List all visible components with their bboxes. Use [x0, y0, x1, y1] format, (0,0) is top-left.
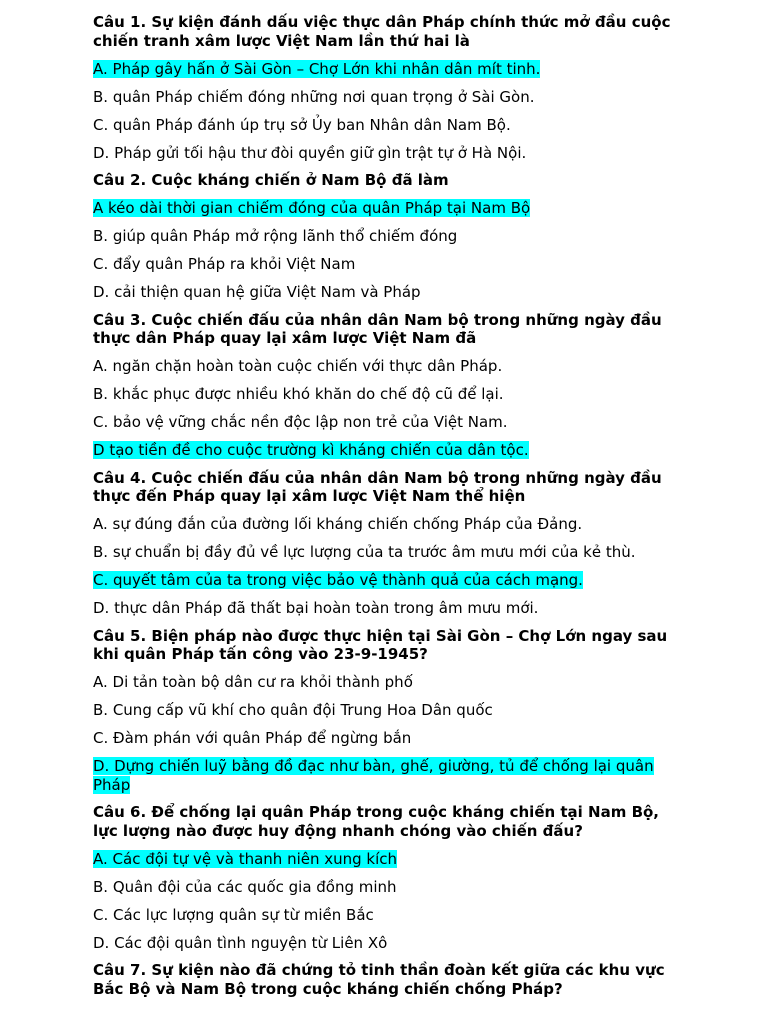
answer-option	[93, 413, 678, 432]
answer-option-text: A kéo dài thời gian chiếm đóng của quân Pháp tại Nam Bộ	[93, 199, 531, 217]
answer-option	[93, 385, 678, 404]
answer-option-text: B. giúp quân Pháp mở rộng lãnh thổ chiếm đóng	[93, 227, 458, 245]
answer-option-text: B. sự chuẩn bị đầy đủ về lực lượng của ta trước âm mưu mới của kẻ thù.	[93, 543, 636, 561]
question-title: Câu 7. Sự kiện nào đã chứng tỏ tinh thần đoàn kết giữa các khu vực Bắc Bộ và Nam Bộ trong cuộc kháng chiến chống Pháp?	[93, 961, 665, 998]
answer-option-text: A. Di tản toàn bộ dân cư ra khỏi thành phố	[93, 673, 413, 691]
answer-option	[93, 673, 678, 692]
answer-option-highlighted	[93, 571, 678, 590]
question-block	[93, 171, 768, 302]
answer-option-text: B. khắc phục được nhiều khó khăn do chế độ cũ để lại.	[93, 385, 504, 403]
answer-option-text: D. Các đội quân tình nguyện từ Liên Xô	[93, 933, 388, 952]
question-block	[93, 469, 768, 618]
answer-option	[93, 599, 678, 618]
question-title: Câu 1. Sự kiện đánh dấu việc thực dân Pháp chính thức mở đầu cuộc chiến tranh xâm lược Việt Nam lần thứ hai là	[93, 13, 671, 50]
answer-option-text: C. Các lực lượng quân sự từ miền Bắc	[93, 905, 374, 924]
question-title: Câu 4. Cuộc chiến đấu của nhân dân Nam bộ trong những ngày đầu thực đến Pháp quay lại xâm lược Việt Nam thể hiện	[93, 468, 662, 505]
question-title: Câu 2. Cuộc kháng chiến ở Nam Bộ đã làm	[93, 171, 449, 189]
answer-option-text: D. cải thiện quan hệ giữa Việt Nam và Pháp	[93, 283, 421, 301]
answer-option	[93, 144, 678, 163]
answer-option	[93, 116, 678, 135]
answer-option-text: C. bảo vệ vững chắc nền độc lập non trẻ của Việt Nam.	[93, 413, 508, 431]
question-block	[93, 311, 768, 460]
answer-option	[93, 88, 678, 107]
answer-option-text: C. Đàm phán với quân Pháp để ngừng bắn	[93, 729, 412, 747]
answer-option	[93, 878, 678, 897]
answer-option-highlighted	[93, 441, 678, 460]
answer-option-text: A. ngăn chặn hoàn toàn cuộc chiến với thực dân Pháp.	[93, 357, 503, 375]
question-title: Câu 6. Để chống lại quân Pháp trong cuộc kháng chiến tại Nam Bộ, lực lượng nào được huy động nhanh chóng vào chiến đấu?	[93, 803, 660, 840]
answer-option-text: B. Quân đội của các quốc gia đồng minh	[93, 877, 397, 896]
answer-option-text: A. Các đội tự vệ và thanh niên xung kích	[93, 849, 398, 868]
answer-option-highlighted	[93, 757, 678, 794]
answer-option-text: D. Dựng chiến luỹ bằng đồ đạc như bàn, ghế, giường, tủ để chống lại quân Pháp	[93, 757, 654, 794]
answer-option-text: D. Pháp gửi tối hậu thư đòi quyền giữ gìn trật tự ở Hà Nội.	[93, 143, 527, 162]
answer-option-highlighted	[93, 199, 678, 218]
answer-option-highlighted	[93, 60, 678, 79]
answer-option-text: B. Cung cấp vũ khí cho quân đội Trung Hoa Dân quốc	[93, 701, 493, 719]
answer-option	[93, 934, 678, 953]
question-title: Câu 3. Cuộc chiến đấu của nhân dân Nam bộ trong những ngày đầu thực dân Pháp quay lại xâm lược Việt Nam đã	[93, 310, 662, 347]
question-block	[93, 627, 768, 795]
answer-option	[93, 227, 678, 246]
answer-option	[93, 906, 678, 925]
answer-option	[93, 357, 678, 376]
answer-option-text: C. quyết tâm của ta trong việc bảo vệ thành quả của cách mạng.	[93, 571, 583, 589]
answer-option-highlighted	[93, 850, 678, 869]
answer-option-text: A. Pháp gây hấn ở Sài Gòn – Chợ Lớn khi nhân dân mít tinh.	[93, 59, 541, 78]
answer-option-text: C. quân Pháp đánh úp trụ sở Ủy ban Nhân dân Nam Bộ.	[93, 115, 511, 134]
answer-option	[93, 515, 678, 534]
answer-option-text: D tạo tiền đề cho cuộc trường kì kháng chiến của dân tộc.	[93, 441, 529, 459]
answer-option	[93, 543, 678, 562]
answer-option	[93, 729, 678, 748]
answer-option-text: C. đẩy quân Pháp ra khỏi Việt Nam	[93, 255, 356, 273]
answer-option	[93, 255, 678, 274]
answer-option-text: A. sự đúng đắn của đường lối kháng chiến chống Pháp của Đảng.	[93, 515, 583, 533]
answer-option-text: B. quân Pháp chiếm đóng những nơi quan trọng ở Sài Gòn.	[93, 87, 535, 106]
question-block	[93, 13, 768, 162]
question-block	[93, 961, 768, 998]
answer-option	[93, 283, 678, 302]
question-block	[93, 803, 768, 952]
answer-option	[93, 701, 678, 720]
answer-option-text: D. thực dân Pháp đã thất bại hoàn toàn trong âm mưu mới.	[93, 599, 539, 617]
question-title: Câu 5. Biện pháp nào được thực hiện tại Sài Gòn – Chợ Lớn ngay sau khi quân Pháp tấn công vào 23-9-1945?	[93, 626, 668, 663]
